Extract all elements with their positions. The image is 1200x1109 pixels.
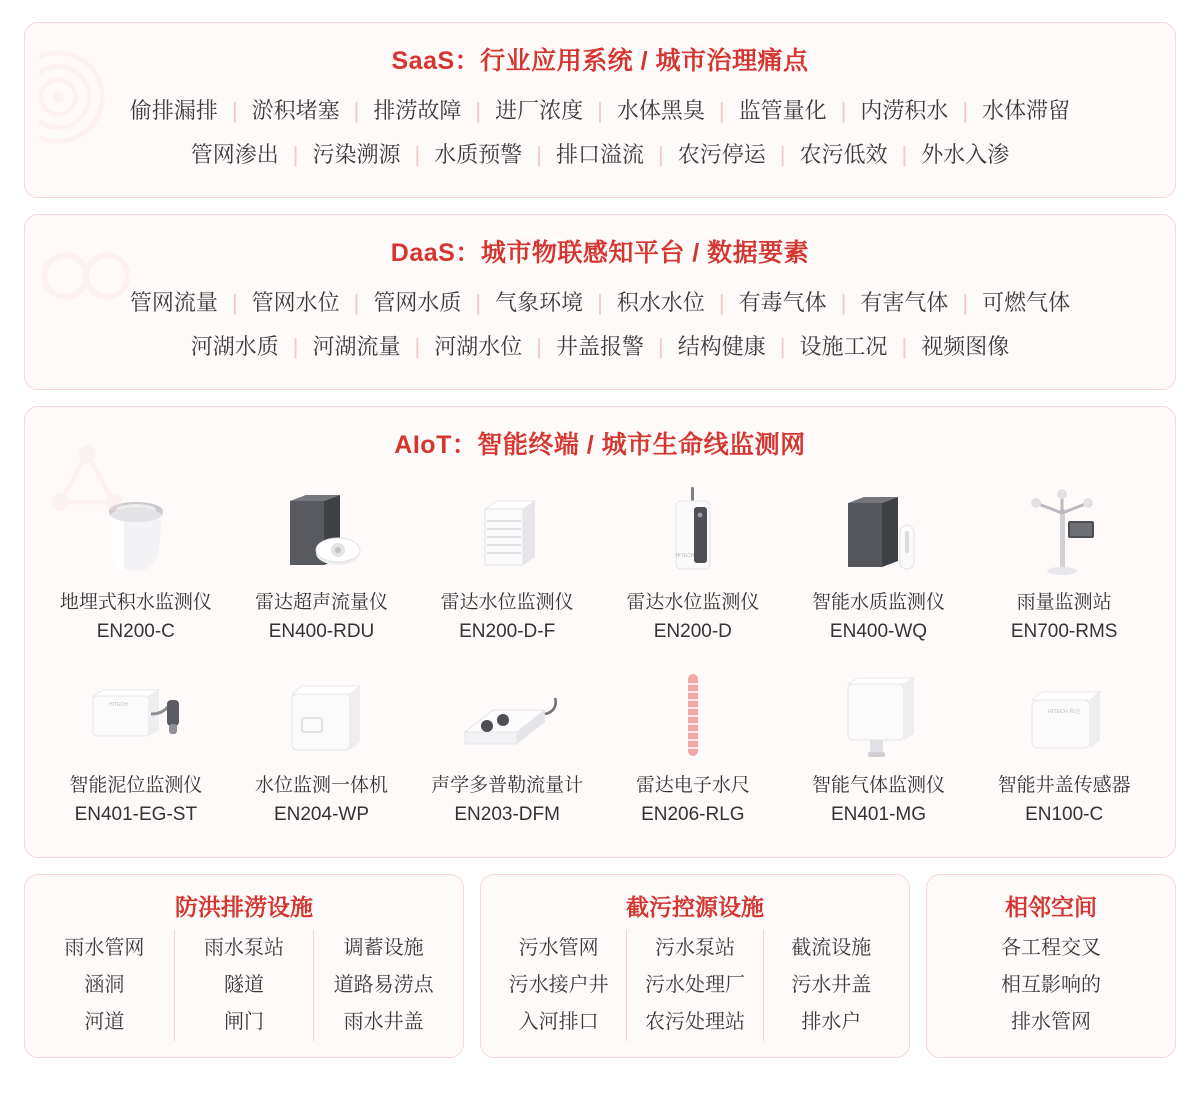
daas-chip[interactable]: 设施工况 <box>799 334 888 359</box>
chip-separator: | <box>475 98 482 123</box>
facility-item[interactable]: 雨水井盖 <box>343 1011 424 1033</box>
facility-column <box>491 930 627 1041</box>
saas-chip[interactable]: 淤积堵塞 <box>251 98 340 123</box>
facility-item[interactable]: 调蓄设施 <box>343 937 424 959</box>
device-name: 水位监测一体机 <box>254 775 388 796</box>
chip-separator: | <box>779 334 786 359</box>
saas-chip[interactable]: 水体滞留 <box>982 98 1071 123</box>
daas-row-2 <box>51 325 1149 369</box>
chip-separator: | <box>536 334 542 359</box>
daas-title: DaaS：城市物联感知平台 / 数据要素 <box>390 239 810 267</box>
device-name: 雷达电子水尺 <box>635 775 750 796</box>
device-name: 智能泥位监测仪 <box>69 775 203 796</box>
daas-chip[interactable]: 管网水质 <box>373 290 462 315</box>
device-card[interactable] <box>414 662 600 839</box>
facility-item[interactable]: 污水井盖 <box>791 974 872 996</box>
device-card[interactable] <box>600 479 786 656</box>
facility-panels <box>24 874 1176 1058</box>
radar-water-level-meter-f-icon <box>461 485 553 577</box>
device-card[interactable] <box>971 662 1157 839</box>
saas-chip[interactable]: 排涝故障 <box>373 98 462 123</box>
device-card[interactable] <box>43 479 229 656</box>
device-model: EN206-RLG <box>641 803 745 825</box>
chip-separator: | <box>962 98 969 123</box>
facility-item[interactable]: 污水处理厂 <box>644 974 745 996</box>
facility-item[interactable]: 排水管网 <box>1011 1011 1091 1033</box>
chip-separator: | <box>718 290 725 315</box>
smart-water-quality-meter-icon <box>826 485 930 577</box>
chip-separator: | <box>475 290 482 315</box>
daas-chip[interactable]: 气象环境 <box>495 290 584 315</box>
saas-chip[interactable]: 水体黑臭 <box>616 98 705 123</box>
pollution-interception-panel <box>480 874 910 1058</box>
device-model: EN400-RDU <box>268 620 375 642</box>
facility-item[interactable]: 污水管网 <box>518 937 599 959</box>
saas-chip[interactable]: 水质预警 <box>434 142 523 167</box>
facility-column <box>175 930 315 1041</box>
chip-separator: | <box>962 290 969 315</box>
facility-item[interactable]: 雨水管网 <box>64 937 145 959</box>
facility-item[interactable]: 入河排口 <box>518 1011 599 1033</box>
facility-item[interactable]: 相互影响的 <box>1001 974 1101 996</box>
daas-chip[interactable]: 河湖水位 <box>434 334 523 359</box>
device-model: EN700-RMS <box>1010 620 1118 642</box>
saas-chip-rows <box>25 87 1175 197</box>
facility-item[interactable]: 河道 <box>84 1011 125 1033</box>
adjacent-space-items <box>937 930 1165 1041</box>
pollution-interception-title: 截污控源设施 <box>626 894 764 920</box>
saas-row-1 <box>51 89 1149 133</box>
facility-column <box>764 930 899 1041</box>
daas-chip[interactable]: 河湖流量 <box>312 334 401 359</box>
saas-chip[interactable]: 农污低效 <box>799 142 888 167</box>
device-name: 雷达水位监测仪 <box>626 592 760 613</box>
flood-control-title: 防洪排涝设施 <box>175 894 313 920</box>
device-name: 雷达水位监测仪 <box>440 592 574 613</box>
saas-chip[interactable]: 外水入渗 <box>921 142 1010 167</box>
adjacent-space-panel <box>926 874 1176 1058</box>
svg-text:HITECH: HITECH <box>675 553 695 559</box>
chip-separator: | <box>597 98 603 123</box>
daas-chip[interactable]: 管网水位 <box>251 290 340 315</box>
svg-text:HITECH 和达: HITECH 和达 <box>1047 709 1081 715</box>
chip-separator: | <box>840 290 847 315</box>
daas-chip-rows <box>25 279 1175 389</box>
svg-text:HITECH: HITECH <box>108 702 128 708</box>
device-name: 声学多普勒流量计 <box>431 775 584 796</box>
chip-separator: | <box>292 142 299 167</box>
daas-row-1 <box>51 281 1149 325</box>
saas-panel <box>24 22 1176 198</box>
radar-water-level-meter-icon <box>658 485 728 577</box>
device-card[interactable] <box>600 662 786 839</box>
aiot-panel <box>24 406 1176 858</box>
device-card[interactable] <box>971 479 1157 656</box>
device-card[interactable] <box>229 479 415 656</box>
device-model: EN200-D-F <box>459 620 556 642</box>
saas-chip[interactable]: 管网渗出 <box>190 142 279 167</box>
device-model: EN401-MG <box>830 803 926 825</box>
daas-chip[interactable]: 视频图像 <box>921 334 1010 359</box>
device-card[interactable] <box>43 662 229 839</box>
daas-chip[interactable]: 河湖水质 <box>190 334 279 359</box>
chip-separator: | <box>658 142 664 167</box>
pollution-interception-columns <box>491 930 899 1041</box>
device-model: EN401-EG-ST <box>74 803 198 825</box>
device-card[interactable] <box>786 662 972 839</box>
chip-separator: | <box>414 334 421 359</box>
integrated-water-level-unit-icon <box>278 668 364 760</box>
daas-chip[interactable]: 可燃气体 <box>982 290 1071 315</box>
chip-separator: | <box>840 98 847 123</box>
daas-chip[interactable]: 有毒气体 <box>738 290 827 315</box>
chip-separator: | <box>414 142 421 167</box>
daas-chip[interactable]: 井盖报警 <box>555 334 644 359</box>
device-card[interactable] <box>229 662 415 839</box>
chip-separator: | <box>353 290 360 315</box>
saas-chip[interactable]: 污染溯源 <box>312 142 401 167</box>
daas-chip[interactable]: 有害气体 <box>860 290 949 315</box>
facility-item[interactable]: 截流设施 <box>791 937 872 959</box>
facility-column <box>314 930 453 1041</box>
smart-gas-detector-icon <box>834 668 922 760</box>
device-model: EN400-WQ <box>829 620 928 642</box>
smart-manhole-cover-sensor-icon <box>1020 668 1108 760</box>
daas-panel <box>24 214 1176 390</box>
device-model: EN203-DFM <box>454 803 560 825</box>
radar-ultrasonic-flowmeter-icon <box>266 485 376 577</box>
aiot-title: AIoT：智能终端 / 城市生命线监测网 <box>394 431 806 459</box>
device-name: 雷达超声流量仪 <box>254 592 388 613</box>
device-card[interactable] <box>786 479 972 656</box>
chip-separator: | <box>231 290 238 315</box>
device-name: 地埋式积水监测仪 <box>59 592 212 613</box>
facility-item[interactable]: 雨水泵站 <box>204 937 284 959</box>
saas-row-2 <box>51 133 1149 177</box>
flood-control-columns <box>35 930 453 1041</box>
radar-electronic-staff-gauge-icon <box>673 668 713 760</box>
chip-separator: | <box>779 142 786 167</box>
facility-item[interactable]: 排水户 <box>801 1011 862 1033</box>
device-name: 智能气体监测仪 <box>811 775 945 796</box>
acoustic-doppler-flowmeter-icon <box>449 668 565 760</box>
facility-column <box>35 930 175 1041</box>
device-card[interactable] <box>414 479 600 656</box>
device-model: EN204-WP <box>273 803 369 825</box>
aiot-device-grid <box>25 471 1175 857</box>
facility-item[interactable]: 隧道 <box>224 974 264 996</box>
facility-item[interactable]: 各工程交叉 <box>1001 937 1101 959</box>
daas-chip[interactable]: 管网流量 <box>129 290 218 315</box>
chip-separator: | <box>597 290 603 315</box>
daas-chip[interactable]: 结构健康 <box>677 334 766 359</box>
saas-title: SaaS：行业应用系统 / 城市治理痛点 <box>391 47 809 75</box>
saas-chip[interactable]: 偷排漏排 <box>129 98 218 123</box>
facility-item[interactable]: 污水接户井 <box>508 974 609 996</box>
chip-separator: | <box>353 98 360 123</box>
chip-separator: | <box>658 334 664 359</box>
buried-water-level-sensor-icon <box>98 485 174 577</box>
saas-chip[interactable]: 监管量化 <box>738 98 827 123</box>
device-model: EN200-D <box>653 620 732 642</box>
facility-item[interactable]: 农污处理站 <box>644 1011 745 1033</box>
adjacent-space-title: 相邻空间 <box>1005 894 1097 920</box>
saas-chip[interactable]: 内涝积水 <box>860 98 949 123</box>
facility-item[interactable]: 涵洞 <box>84 974 125 996</box>
facility-column <box>627 930 763 1041</box>
rain-gauge-station-icon <box>1016 485 1112 577</box>
sludge-level-meter-icon <box>81 668 191 760</box>
device-name: 智能水质监测仪 <box>811 592 945 613</box>
device-name: 智能井盖传感器 <box>997 775 1131 796</box>
chip-separator: | <box>292 334 299 359</box>
saas-chip[interactable]: 进厂浓度 <box>495 98 584 123</box>
facility-item[interactable]: 道路易涝点 <box>333 974 434 996</box>
chip-separator: | <box>718 98 725 123</box>
device-model: EN200-C <box>96 620 175 642</box>
facility-item[interactable]: 闸门 <box>224 1011 264 1033</box>
device-model: EN100-C <box>1025 803 1104 825</box>
chip-separator: | <box>901 142 908 167</box>
chip-separator: | <box>536 142 542 167</box>
saas-chip[interactable]: 农污停运 <box>677 142 766 167</box>
flood-control-panel <box>24 874 464 1058</box>
chip-separator: | <box>231 98 238 123</box>
facility-item[interactable]: 污水泵站 <box>654 937 735 959</box>
saas-chip[interactable]: 排口溢流 <box>555 142 644 167</box>
daas-chip[interactable]: 积水水位 <box>616 290 705 315</box>
device-name: 雨量监测站 <box>1016 592 1112 613</box>
chip-separator: | <box>901 334 908 359</box>
